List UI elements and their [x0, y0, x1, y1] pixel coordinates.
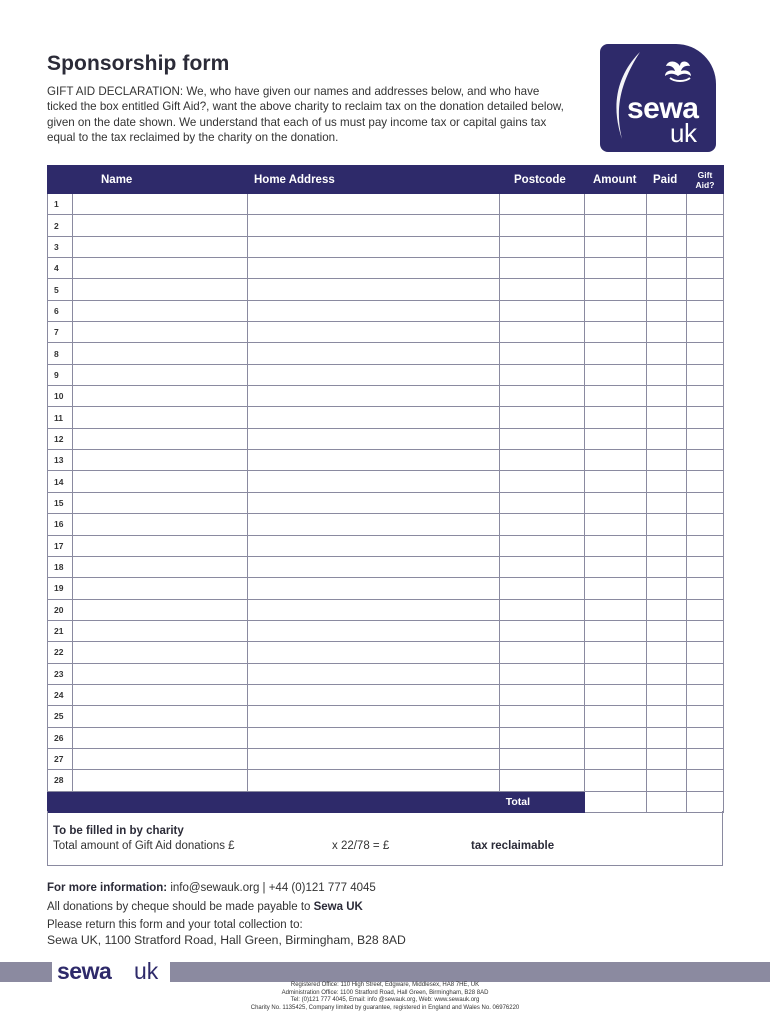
postcode-cell[interactable]	[500, 599, 585, 620]
table-row	[48, 706, 724, 727]
gift-aid-cell[interactable]	[687, 236, 724, 257]
paid-cell[interactable]	[647, 748, 687, 769]
gift-aid-cell[interactable]	[687, 471, 724, 492]
row-number: 27	[48, 748, 73, 769]
header-aid-label: Aid?	[695, 179, 715, 190]
row-number: 13	[48, 450, 73, 471]
total-gift-aid-cell[interactable]	[687, 791, 724, 812]
row-number: 4	[48, 258, 73, 279]
gift-aid-cell[interactable]	[687, 428, 724, 449]
row-number: 3	[48, 236, 73, 257]
paid-cell[interactable]	[647, 258, 687, 279]
home-address-cell[interactable]	[248, 428, 500, 449]
return-instructions: Please return this form and your total collection to:	[47, 919, 303, 931]
postcode-cell[interactable]	[500, 620, 585, 641]
footer-registered-office: Registered Office: 110 High Street, Edgware, Middlesex, HA8 7HE, UK	[290, 982, 480, 988]
row-number: 23	[48, 663, 73, 684]
paid-cell[interactable]	[647, 450, 687, 471]
logo-word-uk: uk	[670, 118, 697, 148]
amount-cell[interactable]	[585, 215, 647, 236]
postcode-cell[interactable]	[500, 322, 585, 343]
row-number: 7	[48, 322, 73, 343]
row-number: 16	[48, 514, 73, 535]
paid-cell[interactable]	[647, 620, 687, 641]
row-number: 24	[48, 684, 73, 705]
gift-aid-cell[interactable]	[687, 514, 724, 535]
postcode-cell[interactable]	[500, 258, 585, 279]
name-cell[interactable]	[73, 428, 248, 449]
table-row	[48, 642, 724, 663]
footer-logo-sewa: sewa	[57, 958, 112, 984]
name-cell[interactable]	[73, 492, 248, 513]
amount-cell[interactable]	[585, 642, 647, 663]
amount-cell[interactable]	[585, 620, 647, 641]
postcode-cell[interactable]	[500, 194, 585, 215]
name-cell[interactable]	[73, 727, 248, 748]
table-row	[48, 300, 724, 321]
gift-aid-cell[interactable]	[687, 258, 724, 279]
postcode-cell[interactable]	[500, 450, 585, 471]
total-paid-cell[interactable]	[647, 791, 687, 812]
gift-aid-total-label: Total amount of Gift Aid donations £	[53, 840, 235, 852]
logo-word-sewa: sewa	[627, 92, 699, 125]
name-cell[interactable]	[73, 578, 248, 599]
table-row	[48, 514, 724, 535]
gift-aid-cell[interactable]	[687, 556, 724, 577]
postcode-cell[interactable]	[500, 556, 585, 577]
home-address-cell[interactable]	[248, 599, 500, 620]
header-postcode: Postcode	[500, 166, 585, 194]
name-cell[interactable]	[73, 599, 248, 620]
row-number: 11	[48, 407, 73, 428]
paid-cell[interactable]	[647, 428, 687, 449]
gift-aid-cell[interactable]	[687, 300, 724, 321]
gift-aid-cell[interactable]	[687, 663, 724, 684]
name-cell[interactable]	[73, 748, 248, 769]
postcode-cell[interactable]	[500, 578, 585, 599]
home-address-cell[interactable]	[248, 450, 500, 471]
home-address-cell[interactable]	[248, 386, 500, 407]
footer-logo-uk: uk	[134, 958, 159, 984]
postcode-cell[interactable]	[500, 535, 585, 556]
postcode-cell[interactable]	[500, 727, 585, 748]
name-cell[interactable]	[73, 450, 248, 471]
header-gift-label: Gift	[697, 169, 713, 180]
gift-aid-cell[interactable]	[687, 322, 724, 343]
amount-cell[interactable]	[585, 471, 647, 492]
cheque-line	[47, 901, 363, 913]
gift-aid-cell[interactable]	[687, 748, 724, 769]
paid-cell[interactable]	[647, 684, 687, 705]
table-row	[48, 663, 724, 684]
postcode-cell[interactable]	[500, 748, 585, 769]
table-row	[48, 343, 724, 364]
table-row	[48, 556, 724, 577]
postcode-cell[interactable]	[500, 770, 585, 791]
name-cell[interactable]	[73, 343, 248, 364]
row-number: 21	[48, 620, 73, 641]
table-row	[48, 535, 724, 556]
amount-cell[interactable]	[585, 663, 647, 684]
paid-cell[interactable]	[647, 386, 687, 407]
row-number: 10	[48, 386, 73, 407]
name-cell[interactable]	[73, 642, 248, 663]
amount-cell[interactable]	[585, 492, 647, 513]
table-row	[48, 599, 724, 620]
name-cell[interactable]	[73, 556, 248, 577]
amount-cell[interactable]	[585, 428, 647, 449]
amount-cell[interactable]	[585, 578, 647, 599]
header-gift-aid	[687, 166, 724, 194]
paid-cell[interactable]	[647, 322, 687, 343]
table-row	[48, 620, 724, 641]
row-number: 19	[48, 578, 73, 599]
home-address-cell[interactable]	[248, 343, 500, 364]
table-body	[48, 194, 724, 813]
gift-aid-cell[interactable]	[687, 642, 724, 663]
gift-aid-cell[interactable]	[687, 770, 724, 791]
postcode-cell[interactable]	[500, 514, 585, 535]
header-name: Name	[73, 166, 248, 194]
header-number	[48, 166, 73, 194]
row-number: 8	[48, 343, 73, 364]
table-row	[48, 578, 724, 599]
name-cell[interactable]	[73, 279, 248, 300]
amount-cell[interactable]	[585, 706, 647, 727]
paid-cell[interactable]	[647, 300, 687, 321]
table-row	[48, 258, 724, 279]
postcode-cell[interactable]	[500, 428, 585, 449]
home-address-cell[interactable]	[248, 748, 500, 769]
postcode-cell[interactable]	[500, 684, 585, 705]
amount-cell[interactable]	[585, 236, 647, 257]
paid-cell[interactable]	[647, 727, 687, 748]
row-number: 6	[48, 300, 73, 321]
row-number: 26	[48, 727, 73, 748]
row-number: 22	[48, 642, 73, 663]
home-address-cell[interactable]	[248, 322, 500, 343]
row-number: 25	[48, 706, 73, 727]
footer-contact: Tel: (0)121 777 4045, Email: info @sewauk.org, Web: www.sewauk.org	[290, 997, 480, 1003]
table-header-row	[48, 166, 724, 194]
total-amount-cell[interactable]	[585, 791, 647, 812]
home-address-cell[interactable]	[248, 556, 500, 577]
footer-charity-number: Charity No. 1135425, Company limited by guarantee, registered in England and Wales No. 06976220	[250, 1004, 520, 1011]
gift-aid-cell[interactable]	[687, 364, 724, 385]
postcode-cell[interactable]	[500, 663, 585, 684]
row-number: 9	[48, 364, 73, 385]
return-address: Sewa UK, 1100 Stratford Road, Hall Green, Birmingham, B28 8AD	[47, 933, 406, 947]
amount-cell[interactable]	[585, 450, 647, 471]
gift-aid-cell[interactable]	[687, 684, 724, 705]
amount-cell[interactable]	[585, 386, 647, 407]
name-cell[interactable]	[73, 322, 248, 343]
name-cell[interactable]	[73, 236, 248, 257]
amount-cell[interactable]	[585, 322, 647, 343]
name-cell[interactable]	[73, 770, 248, 791]
name-cell[interactable]	[73, 364, 248, 385]
name-cell[interactable]	[73, 514, 248, 535]
amount-cell[interactable]	[585, 556, 647, 577]
home-address-cell[interactable]	[248, 663, 500, 684]
table-row	[48, 194, 724, 215]
header-amount: Amount	[585, 166, 647, 194]
home-address-cell[interactable]	[248, 727, 500, 748]
more-info-line	[47, 882, 376, 894]
header-paid: Paid	[647, 166, 687, 194]
gift-aid-cell[interactable]	[687, 492, 724, 513]
table-row	[48, 215, 724, 236]
paid-cell[interactable]	[647, 535, 687, 556]
paid-cell[interactable]	[647, 215, 687, 236]
paid-cell[interactable]	[647, 770, 687, 791]
gift-aid-cell[interactable]	[687, 578, 724, 599]
paid-cell[interactable]	[647, 236, 687, 257]
amount-cell[interactable]	[585, 300, 647, 321]
paid-cell[interactable]	[647, 279, 687, 300]
table-row	[48, 684, 724, 705]
name-cell[interactable]	[73, 706, 248, 727]
row-number: 1	[48, 194, 73, 215]
paid-cell[interactable]	[647, 407, 687, 428]
table-row	[48, 236, 724, 257]
postcode-cell[interactable]	[500, 236, 585, 257]
amount-cell[interactable]	[585, 727, 647, 748]
home-address-cell[interactable]	[248, 514, 500, 535]
home-address-cell[interactable]	[248, 642, 500, 663]
table-row	[48, 279, 724, 300]
postcode-cell[interactable]	[500, 386, 585, 407]
name-cell[interactable]	[73, 386, 248, 407]
name-cell[interactable]	[73, 663, 248, 684]
gift-aid-declaration: GIFT AID DECLARATION: We, who have given our names and addresses below, and who have ticked the box entitled Gift Aid?, want the above charity to reclaim tax on the donation detailed below, given on the date shown. We understand that each of us must pay income tax or capital gains tax equal to the tax reclaimed by the charity on the donation.	[47, 85, 564, 144]
footer-admin-office: Administration Office: 1100 Stratford Road, Hall Green, Birmingham, B28 8AD	[281, 989, 489, 996]
paid-cell[interactable]	[647, 364, 687, 385]
table-row	[48, 322, 724, 343]
row-number: 12	[48, 428, 73, 449]
name-cell[interactable]	[73, 620, 248, 641]
home-address-cell[interactable]	[248, 194, 500, 215]
gift-aid-cell[interactable]	[687, 535, 724, 556]
table-row	[48, 770, 724, 791]
table-row	[48, 450, 724, 471]
table-row	[48, 407, 724, 428]
row-number: 14	[48, 471, 73, 492]
page-title: Sponsorship form	[47, 52, 230, 75]
charity-section	[47, 811, 723, 866]
row-number: 17	[48, 535, 73, 556]
row-number: 20	[48, 599, 73, 620]
row-number: 28	[48, 770, 73, 791]
table-row	[48, 471, 724, 492]
gift-aid-cell[interactable]	[687, 727, 724, 748]
name-cell[interactable]	[73, 300, 248, 321]
postcode-cell[interactable]	[500, 642, 585, 663]
paid-cell[interactable]	[647, 642, 687, 663]
table-row	[48, 428, 724, 449]
name-cell[interactable]	[73, 535, 248, 556]
home-address-cell[interactable]	[248, 364, 500, 385]
table-row	[48, 748, 724, 769]
home-address-cell[interactable]	[248, 492, 500, 513]
paid-cell[interactable]	[647, 663, 687, 684]
gift-aid-cell[interactable]	[687, 279, 724, 300]
postcode-cell[interactable]	[500, 407, 585, 428]
postcode-cell[interactable]	[500, 279, 585, 300]
amount-cell[interactable]	[585, 748, 647, 769]
gift-aid-cell[interactable]	[687, 450, 724, 471]
amount-cell[interactable]	[585, 535, 647, 556]
table-row	[48, 727, 724, 748]
postcode-cell[interactable]	[500, 364, 585, 385]
row-number: 2	[48, 215, 73, 236]
postcode-cell[interactable]	[500, 300, 585, 321]
paid-cell[interactable]	[647, 706, 687, 727]
home-address-cell[interactable]	[248, 535, 500, 556]
name-cell[interactable]	[73, 215, 248, 236]
gift-aid-cell[interactable]	[687, 343, 724, 364]
postcode-cell[interactable]	[500, 471, 585, 492]
gift-aid-cell[interactable]	[687, 194, 724, 215]
row-number: 5	[48, 279, 73, 300]
amount-cell[interactable]	[585, 279, 647, 300]
home-address-cell[interactable]	[248, 258, 500, 279]
amount-cell[interactable]	[585, 599, 647, 620]
amount-cell[interactable]	[585, 194, 647, 215]
name-cell[interactable]	[73, 471, 248, 492]
amount-cell[interactable]	[585, 343, 647, 364]
gift-aid-formula: x 22/78 = £	[332, 840, 390, 852]
paid-cell[interactable]	[647, 471, 687, 492]
row-number: 18	[48, 556, 73, 577]
name-cell[interactable]	[73, 684, 248, 705]
name-cell[interactable]	[73, 407, 248, 428]
home-address-cell[interactable]	[248, 471, 500, 492]
postcode-cell[interactable]	[500, 343, 585, 364]
paid-cell[interactable]	[647, 599, 687, 620]
more-info-contact: info@sewauk.org | +44 (0)121 777 4045	[167, 882, 376, 894]
gift-aid-cell[interactable]	[687, 215, 724, 236]
sponsorship-table	[47, 165, 724, 813]
postcode-cell[interactable]	[500, 492, 585, 513]
gift-aid-cell[interactable]	[687, 620, 724, 641]
postcode-cell[interactable]	[500, 706, 585, 727]
home-address-cell[interactable]	[248, 620, 500, 641]
name-cell[interactable]	[73, 258, 248, 279]
header-home-address: Home Address	[248, 166, 500, 194]
tax-reclaimable-label: tax reclaimable	[471, 840, 555, 852]
cheque-text: All donations by cheque should be made payable to	[47, 901, 314, 913]
row-number: 15	[48, 492, 73, 513]
home-address-cell[interactable]	[248, 236, 500, 257]
home-address-cell[interactable]	[248, 215, 500, 236]
home-address-cell[interactable]	[248, 279, 500, 300]
amount-cell[interactable]	[585, 407, 647, 428]
table-row	[48, 364, 724, 385]
table-row	[48, 492, 724, 513]
total-label: Total	[48, 791, 585, 812]
gift-aid-cell[interactable]	[687, 599, 724, 620]
home-address-cell[interactable]	[248, 706, 500, 727]
postcode-cell[interactable]	[500, 215, 585, 236]
total-row	[48, 791, 724, 812]
home-address-cell[interactable]	[248, 684, 500, 705]
paid-cell[interactable]	[647, 492, 687, 513]
name-cell[interactable]	[73, 194, 248, 215]
paid-cell[interactable]	[647, 514, 687, 535]
amount-cell[interactable]	[585, 770, 647, 791]
table-row	[48, 386, 724, 407]
home-address-cell[interactable]	[248, 770, 500, 791]
gift-aid-cell[interactable]	[687, 386, 724, 407]
amount-cell[interactable]	[585, 684, 647, 705]
paid-cell[interactable]	[647, 343, 687, 364]
more-info-label: For more information:	[47, 882, 168, 894]
home-address-cell[interactable]	[248, 300, 500, 321]
amount-cell[interactable]	[585, 514, 647, 535]
home-address-cell[interactable]	[248, 578, 500, 599]
home-address-cell[interactable]	[248, 407, 500, 428]
gift-aid-cell[interactable]	[687, 407, 724, 428]
paid-cell[interactable]	[647, 578, 687, 599]
cheque-payee: Sewa UK	[313, 901, 363, 913]
amount-cell[interactable]	[585, 258, 647, 279]
paid-cell[interactable]	[647, 556, 687, 577]
gift-aid-cell[interactable]	[687, 706, 724, 727]
sewa-uk-logo	[600, 44, 716, 152]
paid-cell[interactable]	[647, 194, 687, 215]
amount-cell[interactable]	[585, 364, 647, 385]
charity-section-title: To be filled in by charity	[53, 825, 184, 837]
